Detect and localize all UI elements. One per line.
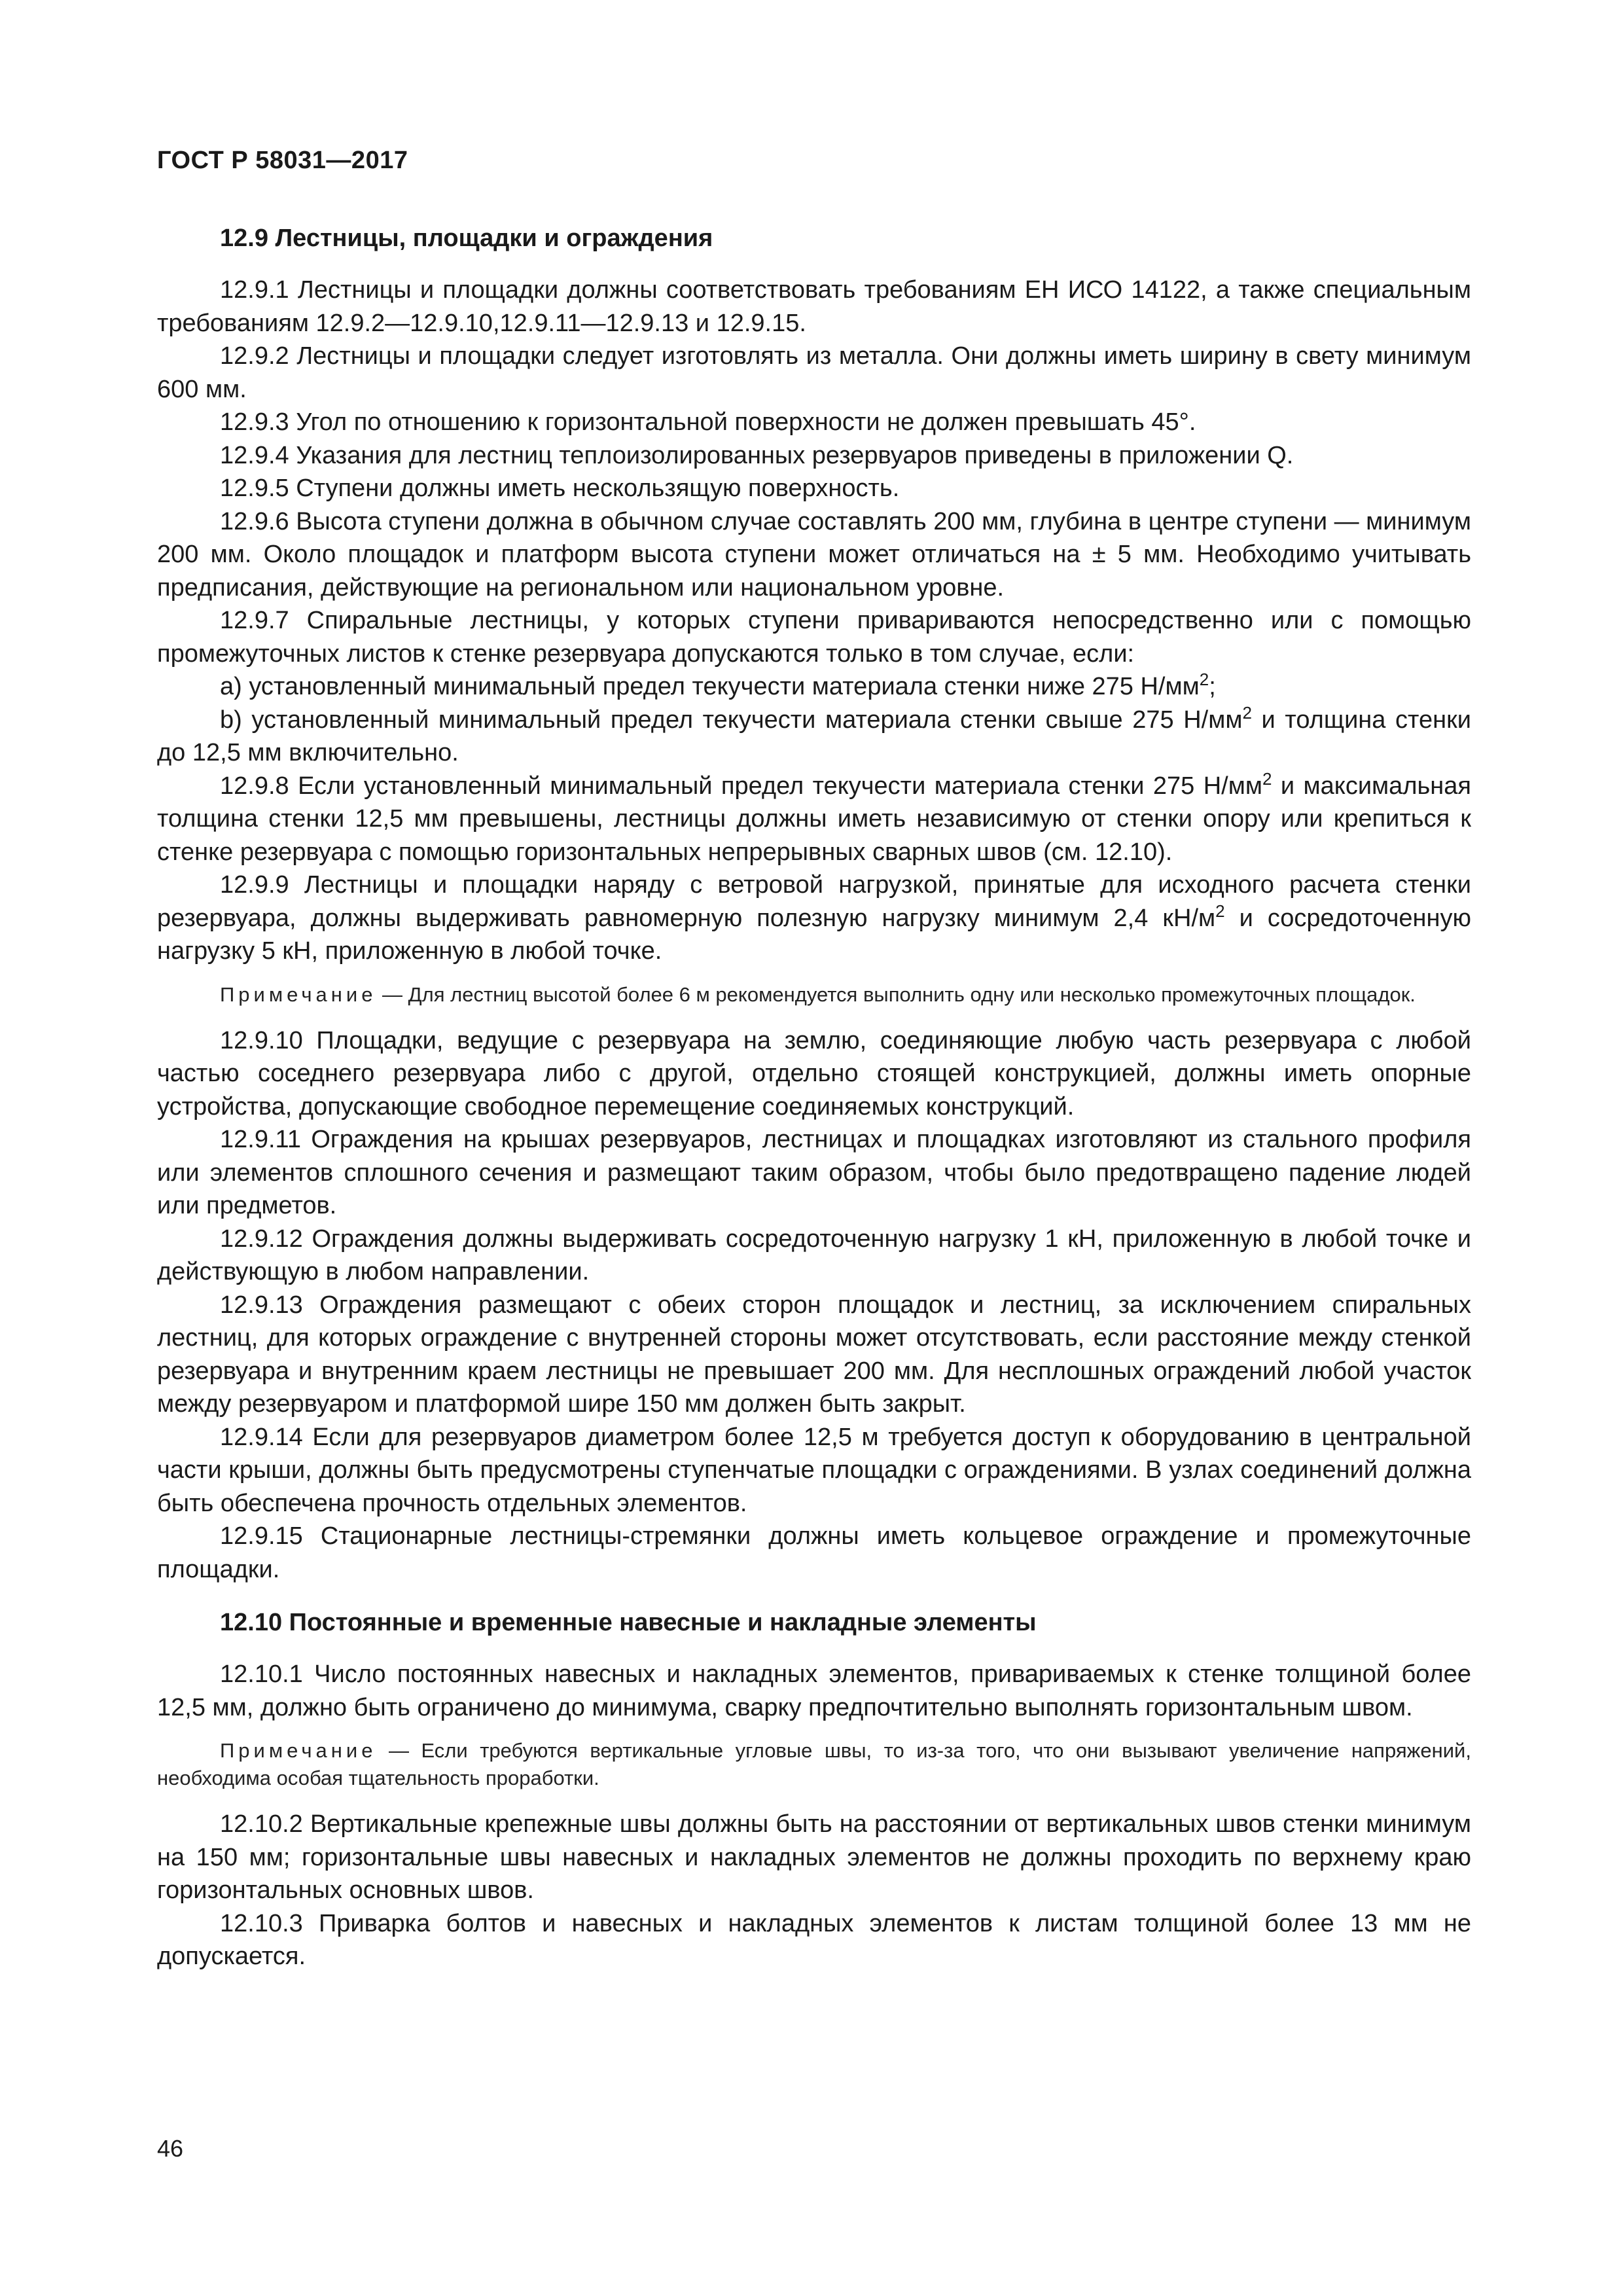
paragraph-12-9-13: 12.9.13 Ограждения размещают с обеих сторон площадок и лестниц, за исключением спиральных лестниц, для которых ограждение с внутренней стороны может отсутствовать, если расстояние между стенкой резервуара и внутренним краем лестницы не превышает 200 мм. Для несплошных ограждений любой участок между резервуаром и платформой шире 150 мм должен быть закрыт. (157, 1291, 1471, 1418)
note-text: — Если требуются вертикальные угловые швы, то из-за того, что они вызывают увеличение напряжений, необходима особая тщательность проработки. (157, 1739, 1471, 1789)
paragraph-12-9-4: 12.9.4 Указания для лестниц теплоизолированных резервуаров приведены в приложении Q. (220, 441, 1294, 469)
paragraph-12-9-8-text: 12.9.8 Если установленный минимальный предел текучести материала стенки 275 Н/мм (220, 772, 1262, 800)
page-number: 46 (157, 2135, 184, 2162)
section-title-12-10: 12.10 Постоянные и временные навесные и накладные элементы (220, 1609, 1037, 1636)
superscript: 2 (1215, 901, 1225, 921)
paragraph-12-10-2: 12.10.2 Вертикальные крепежные швы должны быть на расстоянии от вертикальных швов стенки минимум на 150 мм; горизонтальные швы навесных и накладных элементов не должны проходить по верхнему краю горизонтальных основных швов. (157, 1810, 1471, 1904)
paragraph-12-9-8-end: и максимальная толщина стенки 12,5 мм превышены, лестницы должны иметь независимую от стенки опору или крепиться к стенке резервуара с помощью горизонтальных непрерывных сварных швов (см. 12.10). (157, 772, 1471, 866)
paragraph-12-9-14: 12.9.14 Если для резервуаров диаметром более 12,5 м требуется доступ к оборудованию в центральной части крыши, должны быть предусмотрены ступенчатые площадки с ограждениями. В узлах соединений должна быть обеспечена прочность отдельных элементов. (157, 1423, 1471, 1517)
paragraph-12-9-9-end: и сосредоточенную нагрузку 5 кН, приложенную в любой точке. (157, 904, 1471, 965)
document-body (157, 221, 1471, 1973)
document-header: ГОСТ Р 58031—2017 (157, 147, 408, 174)
paragraph-12-9-12: 12.9.12 Ограждения должны выдерживать сосредоточенную нагрузку 1 кН, приложенную в любой точке и действующую в любом направлении. (157, 1225, 1471, 1285)
section-title-12-9: 12.9 Лестницы, площадки и ограждения (220, 224, 713, 252)
paragraph-12-9-9-text: 12.9.9 Лестницы и площадки наряду с ветровой нагрузкой, принятые для исходного расчета стенки резервуара, должны выдерживать равномерную полезную нагрузку минимум 2,4 кН/м (157, 871, 1471, 932)
list-item-b-end: и толщина стенки до 12,5 мм включительно. (157, 706, 1471, 766)
paragraph-12-9-3: 12.9.3 Угол по отношению к горизонтальной поверхности не должен превышать 45°. (220, 408, 1196, 436)
superscript: 2 (1242, 702, 1252, 723)
note-12-10 (157, 1737, 1471, 1792)
list-item-12-9-7-b (157, 704, 1471, 770)
list-item-a-end: ; (1209, 673, 1216, 700)
list-item-12-9-7-a (157, 670, 1471, 704)
paragraph-12-9-15: 12.9.15 Стационарные лестницы-стремянки должны иметь кольцевое ограждение и промежуточные площадки. (157, 1522, 1471, 1583)
note-12-9 (157, 981, 1471, 1009)
superscript: 2 (1199, 670, 1209, 689)
paragraph-12-9-8 (157, 770, 1471, 869)
paragraph-12-10-1: 12.10.1 Число постоянных навесных и накладных элементов, привариваемых к стенке толщиной более 12,5 мм, должно быть ограничено до минимума, сварку предпочтительно выполнять горизонтальным швом. (157, 1660, 1471, 1721)
paragraph-12-9-7: 12.9.7 Спиральные лестницы, у которых ступени привариваются непосредственно или с помощью промежуточных листов к стенке резервуара допускаются только в том случае, если: (157, 607, 1471, 668)
paragraph-12-9-10: 12.9.10 Площадки, ведущие с резервуара на землю, соединяющие любую часть резервуара с любой частью соседнего резервуара либо с другой, отдельно стоящей конструкцией, должны иметь опорные устройства, допускающие свободное перемещение соединяемых конструкций. (157, 1026, 1471, 1121)
list-item-b-text: b) установленный минимальный предел текучести материала стенки свыше 275 Н/мм (220, 706, 1243, 734)
note-label: Примечание (220, 982, 377, 1006)
paragraph-12-10-3: 12.10.3 Приварка болтов и навесных и накладных элементов к листам толщиной более 13 мм не допускается. (157, 1909, 1471, 1970)
paragraph-12-9-2: 12.9.2 Лестницы и площадки следует изготовлять из металла. Они должны иметь ширину в свету минимум 600 мм. (157, 342, 1471, 403)
superscript: 2 (1262, 768, 1272, 789)
list-item-a-text: a) установленный минимальный предел текучести материала стенки ниже 275 Н/мм (220, 673, 1200, 700)
note-label: Примечание (220, 1739, 377, 1762)
paragraph-12-9-9 (157, 869, 1471, 968)
paragraph-12-9-1: 12.9.1 Лестницы и площадки должны соответствовать требованиям ЕН ИСО 14122, а также специальным требованиям 12.9.2—12.9.10,12.9.11—12.9.13 и 12.9.15. (157, 276, 1471, 337)
note-text: — Для лестниц высотой более 6 м рекомендуется выполнить одну или несколько промежуточных площадок. (376, 982, 1416, 1006)
paragraph-12-9-6: 12.9.6 Высота ступени должна в обычном случае составлять 200 мм, глубина в центре ступени — минимум 200 мм. Около площадок и платформ высота ступени может отличаться на ± 5 мм. Необходимо учитывать предписания, действующие на региональном или национальном уровне. (157, 507, 1471, 601)
paragraph-12-9-11: 12.9.11 Ограждения на крышах резервуаров, лестницах и площадках изготовляют из стального профиля или элементов сплошного сечения и размещают таким образом, чтобы было предотвращено падение людей или предметов. (157, 1126, 1471, 1219)
paragraph-12-9-5: 12.9.5 Ступени должны иметь нескользящую поверхность. (220, 475, 900, 502)
